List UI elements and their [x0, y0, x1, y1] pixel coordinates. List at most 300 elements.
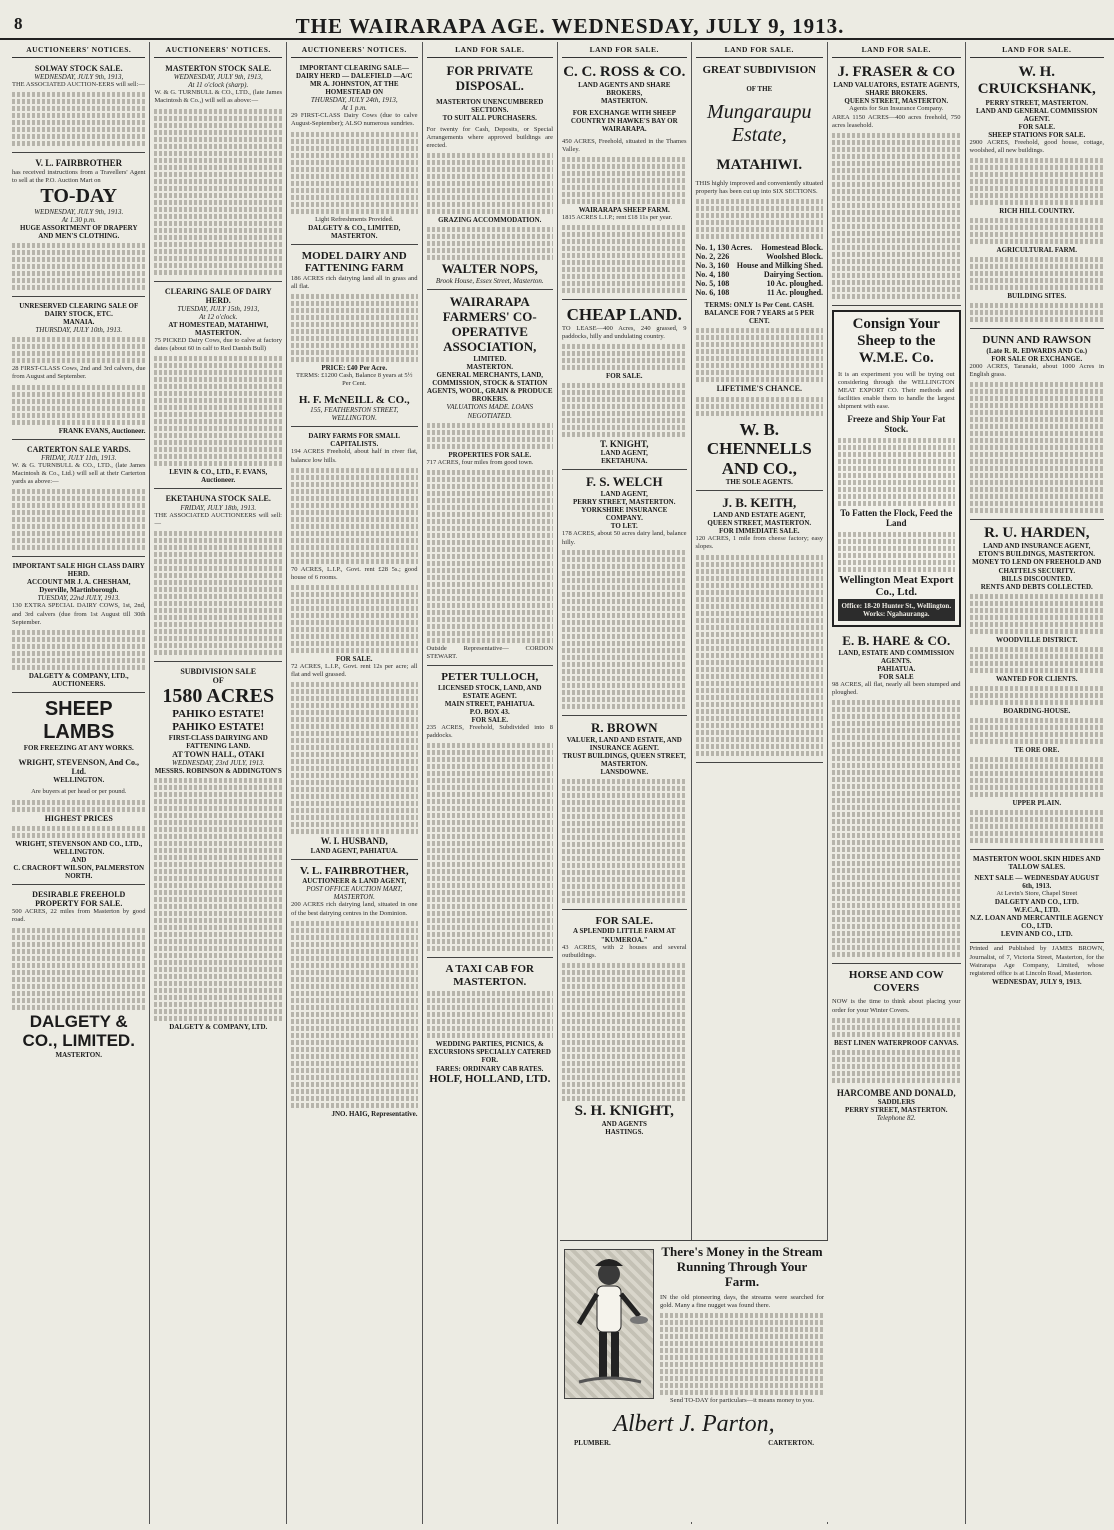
fine-print — [562, 963, 687, 1101]
ad-place: AT HOMESTEAD, MATAHIWI, MASTERTON. — [168, 321, 269, 338]
ad-body: W. & G. TURNBULL & CO., LTD., (late James Macintosh & Co., Ltd.) will sell at their Carterton yards as above:— — [12, 461, 146, 486]
ad-cc-ross — [562, 61, 687, 300]
ad-chesham-dairy-herd — [12, 559, 145, 693]
ad-firm: J. FRASER & CO — [837, 64, 956, 80]
ad-date: TUESDAY, JULY 15th, 1913, — [177, 304, 260, 313]
ad-firm: WRIGHT, STEVENSON, And Co., Ltd. — [18, 757, 140, 777]
ad-address: PERRY STREET, MASTERTON. — [985, 98, 1088, 107]
ad-terms: TERMS: ONLY 1s Per Cent. CASH. — [704, 301, 814, 310]
ad-trade: SADDLERS — [877, 1098, 915, 1107]
ad-body-2: 70 ACRES, L.I.P., Govt. rent £28 5s.; good house of 6 rooms. — [290, 565, 418, 581]
ad-title: CARTERTON SALE YARDS. — [26, 444, 131, 454]
ad-date: WEDNESDAY, JULY 9th, 1913. — [34, 207, 124, 216]
ad-balance: BALANCE FOR 7 YEARS at 5 PER CENT. — [704, 309, 815, 326]
column-7 — [828, 42, 966, 1524]
ad-place: MANAIA. — [63, 318, 95, 327]
miner-illustration — [564, 1249, 654, 1399]
ad-valuations: VALUATIONS MADE. LOANS NEGOTIATED. — [446, 403, 534, 420]
ad-firm: HOLF, HOLLAND, LTD. — [429, 1072, 551, 1085]
ad-body: W. & G. TURNBULL & CO., LTD., (late James Macintosh & Co.,) will sell as above:— — [154, 89, 282, 105]
ad-place: PAHIATUA. — [877, 664, 916, 673]
ad-time: At 1.30 p.m. — [61, 216, 96, 224]
ad-subtitle: LAND AGENT, — [600, 449, 648, 458]
column-header: LAND FOR SALE. — [562, 44, 687, 58]
fine-print — [562, 157, 687, 204]
ad-r-brown — [562, 718, 687, 910]
imprint — [970, 945, 1104, 986]
ad-for-sale: FOR SALE. — [335, 654, 373, 663]
section-description: 11 Ac. ploughed. — [767, 288, 824, 298]
ad-late: (Late R. R. EDWARDS AND Co.) — [986, 346, 1088, 355]
column-header: LAND FOR SALE. — [696, 44, 824, 58]
ad-wanted: WANTED FOR CLIENTS. — [996, 674, 1078, 683]
column-3 — [287, 42, 423, 1524]
fine-print — [970, 647, 1104, 673]
fine-print — [427, 991, 554, 1038]
ad-firm: DALGETY & CO., LIMITED, MASTERTON. — [308, 223, 401, 240]
ad-sheep-lambs — [12, 695, 145, 885]
column-1 — [8, 42, 150, 1524]
section-row — [696, 243, 824, 252]
ad-agents: Agents for Sun Insurance Company. — [849, 105, 944, 113]
fine-print — [696, 397, 824, 416]
ad-address: PERRY STREET, MASTERTON. — [845, 1106, 948, 1115]
ad-title: SUBDIVISION SALE — [180, 666, 257, 676]
ad-title: A TAXI CAB FOR MASTERTON. — [445, 963, 535, 988]
ad-fares: FARES: ORDINARY CAB RATES. — [436, 1064, 544, 1073]
ad-store: At Levin's Store, Chapel Street — [996, 890, 1078, 898]
ad-call-2: To Fatten the Flock, Feed the Land — [840, 507, 953, 529]
fine-print — [427, 423, 554, 449]
ad-subtitle: VALUER, LAND AND ESTATE, AND INSURANCE AGENT. — [566, 735, 682, 752]
fine-print — [12, 489, 145, 550]
ad-title: UNRESERVED CLEARING SALE OF DAIRY STOCK, ETC. — [19, 302, 139, 319]
ad-subtitle: ACCOUNT MR J. A. CHESHAM, Dyerville, Martinborough. — [26, 578, 131, 595]
ad-pahiko-estate — [154, 664, 282, 1035]
masthead — [0, 0, 1114, 40]
ad-for-sale: FOR SALE OR EXCHANGE. — [991, 354, 1083, 363]
fine-print — [832, 1050, 961, 1083]
section-row — [696, 252, 824, 261]
ad-j-fraser — [832, 61, 961, 306]
ad-exchange: FOR EXCHANGE WITH SHEEP COUNTRY IN HAWKE'S BAY OR WAIRARAPA. — [570, 109, 678, 134]
ad-body: 75 PICKED Dairy Cows, due to calve at factory dates (about 60 in calf to Red Danish Bull) — [154, 337, 282, 353]
ad-estate: PAHIKO ESTATE! PAHIKO ESTATE! — [172, 708, 265, 733]
ad-wool-skin-sales — [970, 852, 1104, 944]
ad-body: 186 ACRES rich dairying land all in grass and all flat. — [290, 275, 418, 291]
ad-body: 200 ACRES rich dairying land, situated in one of the best dairying centres in the Dominion. — [290, 901, 418, 917]
fine-print — [696, 328, 824, 382]
ad-jb-keith — [696, 493, 824, 762]
fine-print — [154, 531, 282, 655]
ad-price: PRICE: £40 Per Acre. — [321, 364, 388, 373]
ad-of: OF THE — [746, 84, 773, 93]
ad-fairbrother-land — [291, 862, 418, 1122]
ad-address: 155, FEATHERSTON STREET, WELLINGTON. — [310, 406, 399, 423]
fine-print — [12, 630, 145, 670]
ad-boarding: BOARDING-HOUSE. — [1003, 706, 1071, 715]
ad-title: TO-DAY — [40, 184, 118, 207]
ad-title: MODEL DAIRY AND FATTENING FARM — [301, 249, 407, 275]
fine-print — [427, 227, 554, 260]
ad-bills: BILLS DISCOUNTED. — [1001, 574, 1073, 583]
column-2 — [150, 42, 287, 1524]
ad-fs-welch — [562, 472, 687, 715]
ad-address: TRUST BUILDINGS, QUEEN STREET, MASTERTON. — [562, 751, 686, 768]
fine-print — [838, 532, 955, 572]
ad-limited: LIMITED. — [473, 355, 507, 364]
ad-firm: Wellington Meat Export Co., Ltd. — [839, 573, 954, 599]
ad-body: For twenty for Cash, Deposits, or Special Arrangements where approved buildings are erected. — [426, 126, 554, 150]
ad-firm: W. I. HUSBAND, — [320, 836, 388, 847]
fine-print — [12, 800, 145, 812]
ad-dalefield-clearing-sale — [291, 61, 418, 245]
fine-print — [291, 682, 418, 834]
ad-title: FOR SALE. — [595, 914, 653, 927]
fine-print — [154, 109, 282, 275]
ad-firm-2: W.F.C.A., LTD. — [1013, 906, 1060, 915]
ad-subtitle: LAND AGENTS AND SHARE BROKERS, — [578, 81, 671, 98]
imprint-text: Printed and Published by JAMES BROWN, Journalist, of 7, Victoria Street, Masterton, for the Wairarapa Age Company, Limited, whose registered office is at Lincoln Road, Masterton. — [969, 945, 1105, 977]
ad-subtitle: MASTERTON UNENCUMBERED SECTIONS. — [436, 97, 544, 114]
ad-fairbrother-today — [12, 155, 145, 297]
fine-print — [12, 92, 145, 146]
ad-freehold-property — [12, 887, 145, 1063]
ad-representative: Outside Representative— CORDON STEWART. — [426, 644, 554, 660]
fine-print — [12, 928, 145, 1010]
ad-body: THIS highly improved and conveniently situated property has been cut up into SIX SECTIONS. — [695, 179, 824, 196]
fine-print — [154, 356, 282, 466]
ad-time: At 12 o'clock. — [199, 312, 238, 321]
fine-print — [12, 337, 145, 363]
ad-place: MATAHIWI. — [716, 156, 803, 173]
column-header: AUCTIONEERS' NOTICES. — [154, 44, 282, 58]
ad-dairy-farms-small-capitalists — [291, 429, 418, 859]
section-description: House and Milking Shed. — [736, 261, 824, 271]
ad-title: DESIRABLE FREEHOLD PROPERTY FOR SALE. — [32, 889, 126, 909]
ad-place: HASTINGS. — [605, 1128, 644, 1137]
ad-estate: Mungaraupu Estate, — [707, 100, 812, 146]
ad-place: MASTERTON. — [601, 97, 648, 106]
fine-print — [427, 743, 554, 951]
ad-cheap-land — [562, 302, 687, 470]
ad-body: 717 ACRES, four miles from good town. — [426, 458, 534, 466]
fine-print — [970, 257, 1104, 290]
ad-horse-cow-covers — [832, 966, 961, 1126]
section-description: Woolshed Block. — [766, 252, 824, 262]
fine-print — [291, 132, 418, 214]
ad-call: Freeze and Ship Your Fat Stock. — [847, 414, 946, 435]
ad-subtitle: LAND, ESTATE AND COMMISSION AGENTS. — [838, 648, 955, 665]
section-number: No. 4, 180 — [695, 270, 730, 280]
ad-title: CHEAP LAND. — [566, 304, 682, 324]
fine-print — [562, 383, 687, 437]
ad-prices: HIGHEST PRICES — [44, 813, 113, 823]
ad-address: ETON'S BUILDINGS, MASTERTON. — [978, 550, 1096, 559]
ad-subtitle: LAND AND GENERAL COMMISSION AGENT. — [976, 106, 1098, 123]
ad-office: Office: 18-20 Hunter St., Wellington. Works: Ngahauranga. — [838, 599, 955, 621]
ad-body: 178 ACRES, about 50 acres dairy land, balance hilly. — [562, 530, 687, 546]
ad-date: THURSDAY, JULY 24th, 1913, — [310, 96, 398, 105]
ad-body: 43 ACRES, with 2 houses and several outbuildings. — [562, 943, 687, 959]
ad-subtitle: AUCTIONEER & LAND AGENT, — [302, 877, 407, 886]
ad-peter-tulloch — [427, 668, 554, 958]
ad-date: TUESDAY, 22nd JULY, 1913. — [37, 594, 121, 603]
column-4 — [423, 42, 559, 1524]
ad-title: IMPORTANT SALE HIGH CLASS DAIRY HERD. — [12, 562, 145, 579]
ad-body: THE ASSOCIATED AUCTION-EERS will sell:— — [12, 81, 145, 89]
ad-linen: BEST LINEN WATERPROOF CANVAS. — [834, 1038, 959, 1047]
ad-agent: FRANK EVANS, Auctioneer. — [58, 426, 146, 435]
fine-print — [970, 810, 1104, 843]
ad-time: At 1 p.m. — [341, 104, 367, 113]
fine-print — [970, 158, 1104, 205]
ad-clearing-sale-dairy-herd — [154, 284, 282, 490]
column-header: AUCTIONEERS' NOTICES. — [291, 44, 418, 58]
ad-firm: PETER TULLOCH, — [441, 670, 539, 683]
ad-po-box: P.O. BOX 43. — [469, 707, 510, 716]
ad-albert-parton — [560, 1240, 828, 1522]
ad-body-2: 1815 ACRES L.I.P.; rent £18 11s per year. — [562, 213, 673, 221]
ad-agricultural: AGRICULTURAL FARM. — [996, 246, 1078, 255]
ad-firm: R. U. HARDEN, — [984, 525, 1090, 542]
fine-print — [838, 438, 955, 506]
ad-body: 29 FIRST-CLASS Dairy Cows (due to calve August-September); ALSO numerous sundries. — [290, 112, 418, 128]
ad-properties: PROPERTIES FOR SALE. — [448, 450, 532, 459]
section-description: Homestead Block. — [761, 243, 824, 253]
newspaper-title: THE WAIRARAPA AGE. WEDNESDAY, JULY 9, 1913. — [295, 14, 845, 38]
ad-send-today: Send TO-DAY for particulars—it means money to you. — [669, 1397, 815, 1405]
ad-subtitle: FOR FREEZING AT ANY WORKS. — [23, 743, 134, 752]
ad-firm: DALGETY & CO., LIMITED. — [22, 1011, 135, 1051]
fine-print — [12, 385, 145, 425]
column-8 — [966, 42, 1108, 1524]
parton-layout — [564, 1245, 824, 1405]
ad-sheep-farm: WAIRARAPA SHEEP FARM. — [578, 205, 670, 214]
ad-firm: V. L. FAIRBROTHER — [35, 158, 123, 169]
ad-subtitle: LAND AND INSURANCE AGENT, — [983, 542, 1091, 551]
ad-firm: W. B. CHENNELLS AND CO., — [706, 419, 812, 478]
ad-title: WAIRARAPA FARMERS' CO-OPERATIVE ASSOCIATION, — [442, 294, 537, 355]
ad-title: FOR PRIVATE DISPOSAL. — [446, 63, 534, 93]
ad-for-sale: FOR SALE. — [605, 371, 643, 380]
fine-print — [427, 153, 554, 214]
ad-for-sale: FOR SALE — [878, 672, 914, 681]
ad-telephone: Telephone 82. — [876, 1114, 916, 1123]
ad-refreshments: Light Refreshments Provided. — [315, 215, 394, 223]
ad-body: AREA 1150 ACRES—400 acres freehold, 750 acres leasehold. — [832, 113, 961, 129]
page-number: 8 — [14, 14, 23, 33]
ad-firm-3: C. CRACROFT WILSON, PALMERSTON NORTH. — [13, 863, 145, 880]
fine-print — [970, 594, 1104, 634]
ad-place: CARTERTON. — [768, 1438, 814, 1447]
gold-miner-icon — [569, 1254, 649, 1394]
ad-dunn-rawson — [970, 331, 1104, 520]
ad-terms: TERMS: £1200 Cash, Balance 8 years at 5½ Per Cent. — [296, 372, 413, 388]
fine-print — [832, 1018, 961, 1037]
ad-address: MAIN STREET, PAHIATUA. — [444, 699, 535, 708]
fine-print — [832, 700, 961, 957]
ad-grazing: GRAZING ACCOMMODATION. — [438, 216, 542, 225]
fine-print — [291, 921, 418, 1108]
ad-date: THURSDAY, JULY 10th, 1913. — [35, 326, 123, 335]
ad-solway-stock-sale — [12, 61, 145, 153]
ad-place: MASTERTON. — [55, 1050, 102, 1059]
ad-title: There's Money in the Stream Running Through Your Farm. — [661, 1244, 823, 1289]
ad-title: HORSE AND COW COVERS — [848, 969, 944, 994]
section-number: No. 1, 130 Acres. — [695, 243, 753, 253]
ad-body: TO LEASE—400 Acres, 240 grassed, 9 paddocks, hilly and undulating country. — [562, 324, 687, 340]
ad-body: 28 FIRST-CLASS Cows, 2nd and 3rd calvers, due from August and September. — [12, 365, 146, 381]
fine-print — [562, 225, 687, 293]
ad-date: WEDNESDAY, 23rd JULY, 1913. — [172, 758, 265, 767]
section-number: No. 6, 108 — [695, 288, 730, 298]
ad-eketahuna-stock-sale — [154, 491, 282, 661]
ad-date: FRIDAY, JULY 11th, 1913. — [41, 453, 117, 462]
column-header: LAND FOR SALE. — [832, 44, 961, 58]
ad-subtitle: WEDDING PARTIES, PICNICS, & EXCURSIONS SPECIALLY CATERED FOR. — [428, 1040, 551, 1065]
ad-date: FRIDAY, JULY 18th, 1913. — [180, 503, 257, 512]
fine-print — [12, 243, 145, 290]
ad-title: DAIRY FARMS FOR SMALL CAPITALISTS. — [308, 432, 401, 449]
ad-title: GREAT SUBDIVISION — [702, 64, 817, 76]
ad-rents: RENTS AND DEBTS COLLECTED. — [980, 582, 1093, 591]
ad-stations: SHEEP STATIONS FOR SALE. — [988, 130, 1086, 139]
section-row — [696, 261, 824, 270]
ad-taxi-cab — [427, 960, 554, 1089]
ad-for-sale: FOR SALE. — [1018, 122, 1056, 131]
ad-agent: LAND AGENT, PAHIATUA. — [310, 846, 398, 855]
ad-mungaraupu-estate — [696, 61, 824, 491]
ad-body: It is an experiment you will be trying out considering through the WELLINGTON MEAT EXPORT CO. Their methods and facilities enable them to handle the largest shipment with ease. — [838, 370, 955, 411]
ad-carterton-sale-yards — [12, 442, 145, 558]
fine-print — [696, 199, 824, 239]
ad-and: AND — [71, 855, 87, 864]
fine-print — [562, 779, 687, 903]
fine-print — [970, 303, 1104, 322]
ad-rich-hill: RICH HILL COUNTRY. — [999, 206, 1075, 215]
ad-address: QUEEN STREET, MASTERTON. — [707, 519, 812, 528]
fine-print — [562, 344, 687, 370]
fine-print — [12, 826, 145, 838]
ad-place: MASTERTON. — [466, 363, 513, 372]
section-number: No. 5, 108 — [695, 279, 730, 289]
fine-print — [660, 1313, 824, 1395]
ad-subtitle: A SPLENDID LITTLE FARM AT "KUMEROA." — [573, 927, 676, 944]
ad-firm: E. B. HARE & CO. — [842, 632, 951, 648]
ad-money: MONEY TO LEND ON FREEHOLD AND CHATTELS SECURITY. — [972, 558, 1102, 575]
section-row — [696, 270, 824, 279]
parton-text — [660, 1245, 824, 1405]
ad-body: 120 ACRES, 1 mile from cheese factory; easy slopes. — [695, 535, 824, 551]
ad-subtitle: GENERAL MERCHANTS, LAND, COMMISSION, STOCK & STATION AGENTS, WOOL, GRAIN & PRODUCE BROKERS. — [427, 371, 553, 404]
ad-body: IN the old pioneering days, the streams were searched for gold. Many a fine nugget was found there. — [660, 1293, 824, 1309]
column-header: AUCTIONEERS' NOTICES. — [12, 44, 145, 58]
ad-to-let: TO LET. — [610, 522, 638, 531]
ad-te-ore-ore: TE ORE ORE. — [1014, 745, 1060, 754]
ad-firm-3: N.Z. LOAN AND MERCANTILE AGENCY CO., LTD. — [970, 914, 1104, 931]
ad-immediate: FOR IMMEDIATE SALE. — [718, 527, 800, 536]
ad-body: Are buyers at per head or per pound. — [31, 788, 127, 796]
ad-subtitle: HUGE ASSORTMENT OF DRAPERY AND MEN'S CLOTHING. — [19, 224, 138, 241]
fine-print — [970, 382, 1104, 513]
ad-subtitle: FIRST-CLASS DAIRYING AND FATTENING LAND. — [168, 733, 268, 750]
fine-print — [291, 468, 418, 564]
ad-firm-4: LEVIN AND CO., LTD. — [1000, 930, 1073, 939]
fine-print — [970, 686, 1104, 705]
ad-wairarapa-farmers-coop — [427, 292, 554, 666]
ad-firm-1: DALGETY AND CO., LTD. — [994, 898, 1079, 907]
fine-print — [970, 218, 1104, 244]
ad-time: At 11 o'clock (sharp). — [188, 81, 249, 90]
ad-title: SHEEP LAMBS — [43, 697, 115, 743]
columns — [8, 42, 1108, 1524]
ad-clearing-sale-manaia — [12, 299, 145, 439]
fine-print — [291, 585, 418, 653]
section-number: No. 2, 226 — [695, 252, 730, 262]
ad-signature: LEVIN & CO., LTD., F. EVANS, Auctioneer. — [169, 468, 268, 485]
section-row — [696, 288, 824, 297]
ad-firm: HARCOMBE AND DONALD, — [836, 1087, 956, 1098]
section-description: Dairying Section. — [763, 270, 824, 280]
ad-title: MASTERTON STOCK SALE. — [165, 64, 272, 73]
ad-upper-plain: UPPER PLAIN. — [1012, 798, 1062, 807]
ad-firm: C. C. ROSS & CO. — [563, 64, 686, 80]
ad-subtitle: LAND AGENT, — [600, 490, 648, 499]
ad-body: 235 ACRES, Freehold, Subdivided into 8 paddocks. — [426, 723, 554, 739]
ad-body: 130 EXTRA SPECIAL DAIRY COWS, 1st, 2nd, and 3rd calvers (due from 1st August till 30th September. — [12, 602, 146, 626]
fine-print — [291, 294, 418, 362]
ad-woodville: WOODVILLE DISTRICT. — [995, 635, 1078, 644]
fine-print — [696, 555, 824, 756]
ad-agents: AND AGENTS — [601, 1120, 647, 1129]
ad-place: WELLINGTON. — [53, 776, 105, 785]
ad-address: PERRY STREET, MASTERTON. — [573, 498, 676, 507]
section-number: No. 3, 160 — [695, 261, 730, 271]
ad-trade: PLUMBER. — [574, 1438, 611, 1447]
ad-building-sites: BUILDING SITES. — [1007, 292, 1067, 301]
section-description: 10 Ac. ploughed. — [766, 279, 824, 289]
ad-body: THE ASSOCIATED AUCTIONEERS will sell:— — [154, 511, 282, 527]
fine-print — [832, 133, 961, 299]
ad-firm: V. L. FAIRBROTHER, — [299, 864, 409, 877]
ad-address: QUEEN STREET, MASTERTON. — [844, 97, 949, 106]
fine-print — [970, 757, 1104, 797]
ad-firm: DALGETY & COMPANY, LTD., AUCTIONEERS. — [28, 671, 129, 688]
ad-place: LANSDOWNE. — [600, 767, 649, 776]
ad-eb-hare — [832, 631, 961, 964]
ad-firm: R. BROWN — [591, 719, 658, 735]
fine-print — [562, 550, 687, 709]
ad-place: EKETAHUNA. — [601, 457, 648, 466]
ad-subtitle-2: TO SUIT ALL PURCHASERS. — [442, 113, 537, 122]
ad-subtitle: LICENSED STOCK, LAND, AND ESTATE AGENT. — [437, 683, 542, 700]
ad-body: 2000 ACRES, Taranaki, about 1000 Acres in English grass. — [969, 362, 1105, 378]
ad-title: CLEARING SALE OF DAIRY HERD. — [164, 286, 272, 305]
column-header: LAND FOR SALE. — [427, 44, 554, 58]
column-header: LAND FOR SALE. — [970, 44, 1104, 58]
ad-ru-harden — [970, 522, 1104, 850]
ad-name: Albert J. Parton, — [613, 1411, 775, 1438]
ad-title: SOLWAY STOCK SALE. — [34, 64, 123, 73]
ad-subtitle: LAND AND ESTATE AGENT, — [713, 511, 806, 520]
ad-firm: H. F. McNEILL & CO., — [298, 393, 410, 406]
ad-acres: 1580 ACRES — [162, 685, 275, 708]
ad-footer — [564, 1439, 824, 1447]
ad-firm: S. H. KNIGHT, — [574, 1102, 674, 1119]
ad-footer: DALGETY & COMPANY, LTD. — [169, 1022, 268, 1031]
ad-title: MASTERTON WOOL SKIN HIDES AND TALLOW SALES. — [973, 854, 1101, 871]
